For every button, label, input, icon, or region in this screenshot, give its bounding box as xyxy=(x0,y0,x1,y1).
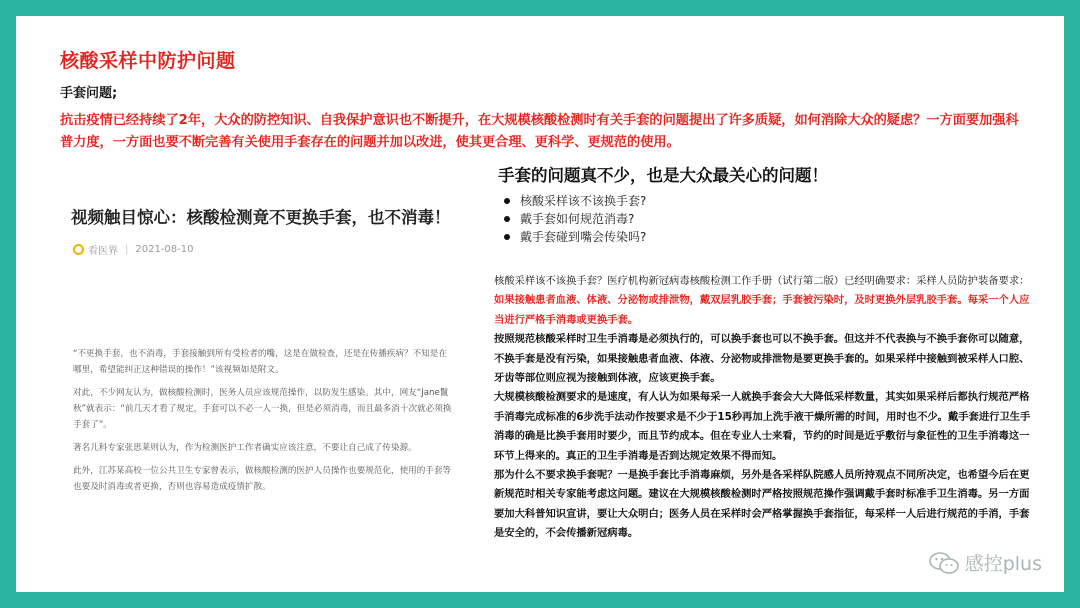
bullet-icon xyxy=(504,198,510,204)
section-subheading: 手套问题; xyxy=(60,86,118,101)
article-meta xyxy=(73,242,194,257)
article-screenshot-card xyxy=(46,180,476,580)
meta-divider: | xyxy=(125,244,129,255)
article-paragraph: “不更换手套，也不消毒，手套接触到所有受检者的嘴，这是在做检查，还是在传播疾病？不知是在哪里，希望能纠正这种错误的操作！”该视频如是附文。 xyxy=(73,349,447,375)
source-icon xyxy=(73,244,84,255)
article-body xyxy=(73,346,453,502)
article-source: 看医界 xyxy=(88,246,118,257)
list-item: 核酸采样该不该换手套? xyxy=(504,192,1029,210)
explanation-paragraph: 按照规范核酸采样时卫生手消毒是必须执行的，可以换手套也可以不换手套。但这并不代表换与不换手套你可以随意，不换手套是没有污染，如果接触患者血液、体液、分泌物或排泄物是要更换手套的。如果采样中接触到被采样人口腔、牙齿等部位则应视为接触到体液，应该更换手套。 xyxy=(494,333,1030,385)
list-item: 戴手套碰到嘴会传染吗? xyxy=(504,228,1029,246)
article-date: 2021-08-10 xyxy=(135,244,194,255)
article-paragraph: 著名儿科专家张思莱则认为，作为检测医护工作者确实应该注意，不要让自己成了传染源。 xyxy=(73,443,417,453)
questions-heading: 手套的问题真不少，也是大众最关心的问题！ xyxy=(498,166,828,185)
article-paragraph: 此外，江苏某高校一位公共卫生专家曾表示，做核酸检测的医护人员操作也要规范化，使用的手套等也要及时消毒或者更换，否则也容易造成疫情扩散。 xyxy=(73,466,452,492)
bullet-icon xyxy=(504,216,510,222)
intro-paragraph: 抗击疫情已经持续了2年，大众的防控知识、自我保护意识也不断提升，在大规模核酸检测时有关手套的问题提出了许多质疑，如何消除大众的疑虑？一方面要加强科普力度，一方面也要不断完善有关使用手套存在的问题并加以改进，使其更合理、更科学、更规范的使用。 xyxy=(60,113,1019,150)
article-title: 视频触目惊心：核酸检测竟不更换手套，也不消毒！ xyxy=(71,208,451,227)
explanation-body xyxy=(494,272,1032,544)
question-list xyxy=(494,192,1029,246)
article-paragraph: 对此，不少网友认为，做核酸检测时，医务人员应该规范操作，以防发生感染。其中，网友“Jane鬣秋”就表示：“前几天才看了规定，手套可以不必一人一换，但是必须消毒，而且最多消十次就必须换手套了”。 xyxy=(73,388,452,430)
wechat-icon xyxy=(929,552,959,574)
brand-name: 感控plus xyxy=(964,553,1042,575)
glove-questions-panel xyxy=(494,162,1029,246)
slide-canvas xyxy=(16,16,1064,592)
bullet-icon xyxy=(504,234,510,240)
page-title: 核酸采样中防护问题 xyxy=(60,50,236,72)
explanation-paragraph: 大规模核酸检测要求的是速度，有人认为如果每采一人就换手套会大大降低采样数量，其实如果采样后都执行规范严格手消毒完成标准的6步洗手法动作按要求是不少于15秒再加上洗手液干燥所需的时间，用时也不少。戴手套进行卫生手消毒的确是比换手套用时要少，而且节约成本。但在专业人士来看，节约的时间是近乎敷衍与象征性的卫生手消毒这一环节上得来的。真正的卫生手消毒是否到达规定效果不得而知。 xyxy=(494,391,1031,462)
watermark-brand xyxy=(929,549,1042,576)
list-item: 戴手套如何规范消毒? xyxy=(504,210,1029,228)
explanation-paragraph: 核酸采样该不该换手套？医疗机构新冠病毒核酸检测工作手册（试行第二版）已经明确要求：采样人员防护装备要求：如果接触患者血液、体液、分泌物或排泄物，戴双层乳胶手套；手套被污染时，及时更换外层乳胶手套。每采一个人应当进行严格手消毒或更换手套。 xyxy=(494,275,1030,326)
explanation-paragraph: 那为什么不要求换手套呢？一是换手套比手消毒麻烦，另外是各采样队院感人员所持观点不同所决定，也希望今后在更新规范时相关专家能考虑这问题。建议在大规模核酸检测时严格按照规范操作强调戴手套时标准手卫生消毒。另一方面要加大科普知识宣讲，要让大众明白；医务人员在采样时会严格掌握换手套指征，每采样一人后进行规范的手消，手套是安全的，不会传播新冠病毒。 xyxy=(494,469,1030,540)
